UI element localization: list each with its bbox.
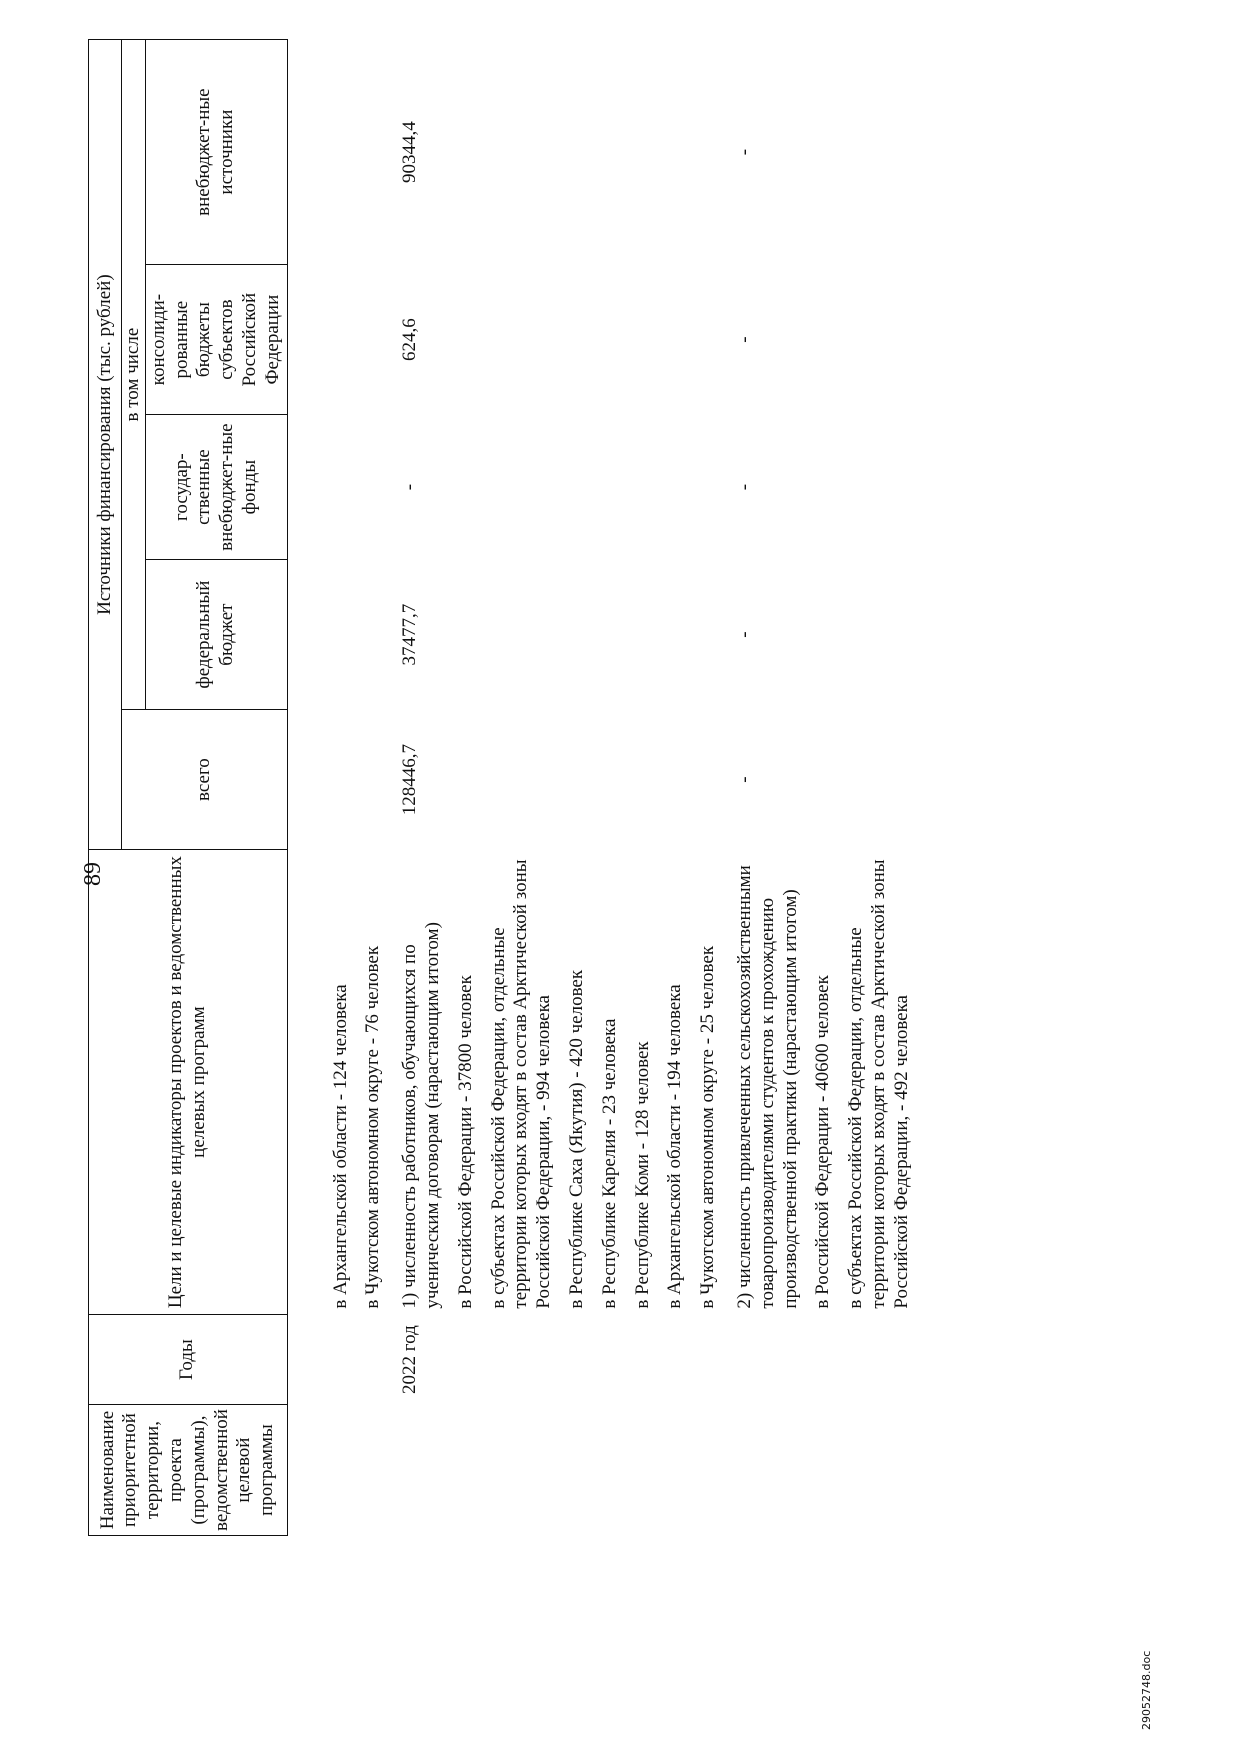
- goal-line: в Архангельской области - 124 человека: [329, 984, 351, 1309]
- cell-extra-budget: 90344,4: [399, 121, 421, 183]
- goal-line: в Республике Саха (Якутия) - 420 человек: [565, 969, 587, 1309]
- cell-year: [732, 1315, 926, 1405]
- page-number: 89: [80, 862, 106, 886]
- cell-name: [287, 1405, 397, 1536]
- cell-consolidated: [287, 265, 397, 415]
- goal-line: 1) численность работников, обучающихся по ученическим договорам (нарастающим итогом): [399, 922, 443, 1309]
- cell-extra-budget: [287, 40, 397, 265]
- footer-filename: 29052748.doc: [1140, 1650, 1153, 1730]
- header-state-extrabudget-funds: государ-ственные внебюджет-ные фонды: [145, 415, 287, 560]
- goal-line: в субъектах Российской Федерации, отдельные территории которых входят в состав Арктической зоны Российской Федерации, - 492 человека: [845, 859, 912, 1309]
- cell-total: -: [733, 776, 755, 783]
- cell-year: 2022 год: [399, 1325, 421, 1394]
- cell-total: 128446,7: [399, 743, 421, 816]
- cell-year: [287, 1315, 397, 1405]
- cell-extra-budget: -: [733, 148, 755, 156]
- goal-line: в Архангельской области - 194 человека: [664, 984, 686, 1309]
- goal-line: в субъектах Российской Федерации, отдельные территории которых входят в состав Арктической зоны Российской Федерации, - 994 человека: [487, 859, 555, 1309]
- table-row: [287, 40, 397, 1536]
- header-consolidated-budgets: консолиди-рованные бюджеты субъектов Российской Федерации: [145, 265, 287, 415]
- cell-goals: [397, 850, 732, 1315]
- cell-state-funds: -: [399, 483, 421, 491]
- goal-line: в Республике Карелия - 23 человека: [598, 1018, 620, 1309]
- cell-federal: [287, 560, 397, 710]
- goal-line: в Чукотском автономном округе - 25 человек: [697, 945, 719, 1309]
- header-financing-sources: Источники финансирования (тыс. рублей): [89, 40, 122, 850]
- goal-line: в Российской Федерации - 37800 человек: [454, 975, 476, 1309]
- cell-name: [397, 1405, 732, 1536]
- financing-table: [88, 39, 926, 1536]
- header-goals: Цели и целевые индикаторы проектов и ведомственных целевых программ: [89, 850, 288, 1315]
- cell-goals: [287, 850, 397, 1315]
- header-extrabudget-sources: внебюджет-ные источники: [145, 40, 287, 265]
- cell-name: [732, 1405, 926, 1536]
- cell-federal: -: [733, 631, 755, 638]
- cell-state-funds: -: [733, 483, 755, 491]
- table-row: [732, 40, 926, 1536]
- header-total: всего: [122, 710, 288, 850]
- cell-consolidated: -: [733, 336, 755, 343]
- goal-line: в Российской Федерации - 40600 человек: [812, 975, 834, 1309]
- cell-total: [287, 710, 397, 850]
- goal-line: в Чукотском автономном округе - 76 человек: [362, 945, 384, 1309]
- cell-federal: 37477,7: [399, 603, 421, 666]
- cell-goals: [732, 850, 926, 1315]
- cell-state-funds: [287, 415, 397, 560]
- table-row: [397, 40, 732, 1536]
- cell-consolidated: 624,6: [399, 318, 421, 361]
- goal-line: 2) численность привлеченных сельскохозяйственными товаропроизводителями студентов к прохождению производственной практики (нарастающим итогом): [733, 865, 801, 1309]
- header-name: Наименование приоритетной территории, проекта (программы), ведомственной целевой программы: [89, 1405, 288, 1536]
- header-including: в том числе: [122, 40, 146, 710]
- goal-line: в Республике Коми - 128 человек: [631, 1041, 653, 1309]
- header-years: Годы: [89, 1315, 288, 1405]
- header-federal-budget: федеральный бюджет: [145, 560, 287, 710]
